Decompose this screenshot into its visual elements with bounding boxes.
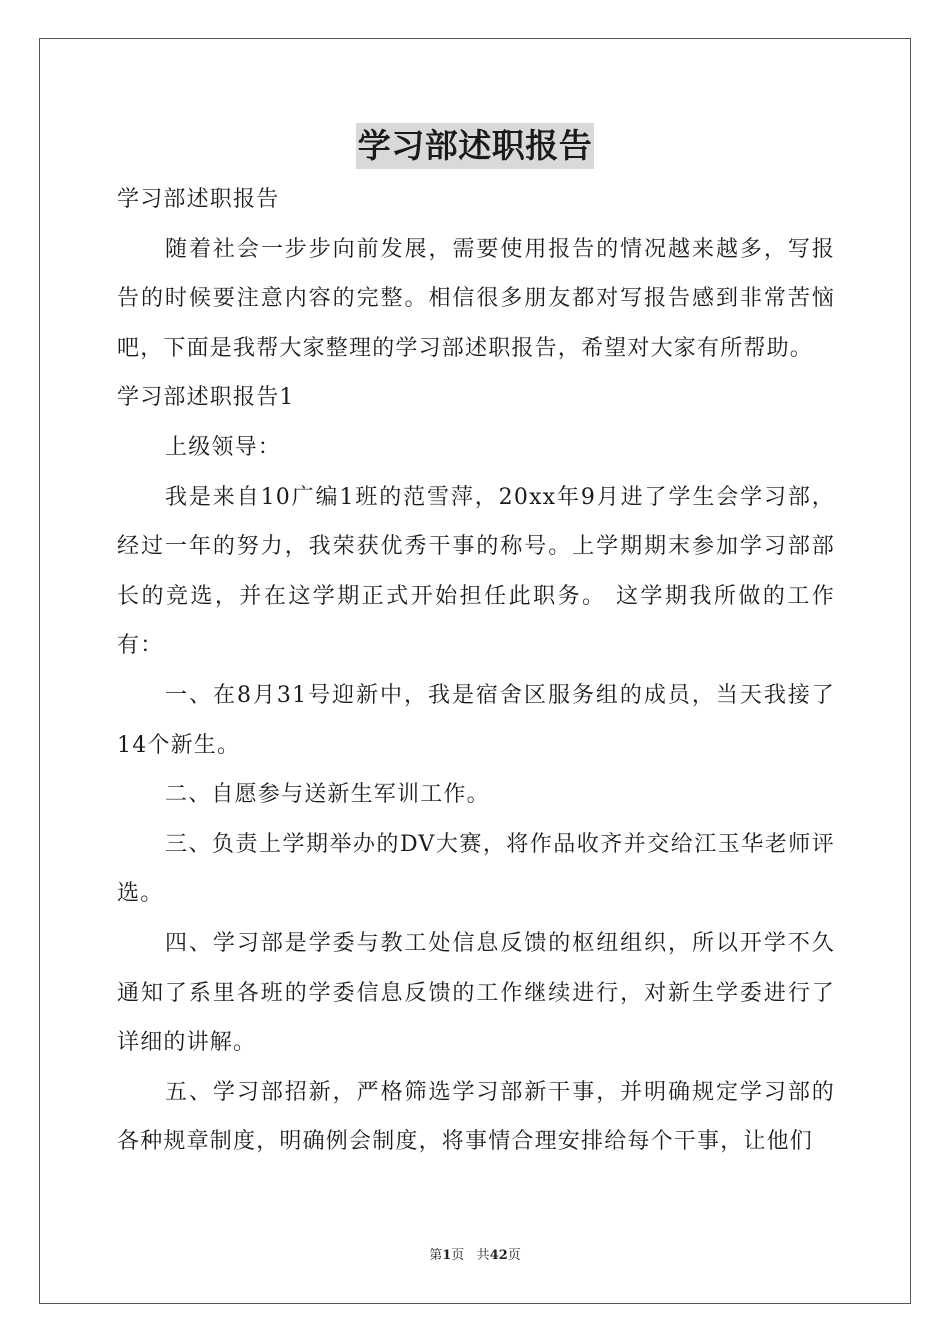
paragraph: 五、学习部招新，严格筛选学习部新干事，并明确规定学习部的各种规章制度，明确例会制度，将事情合理安排给每个干事，让他们 <box>117 1079 835 1155</box>
paragraph: 我是来自10广编1班的范雪萍，20xx年9月进了学生会学习部，经过一年的努力，我荣获优秀干事的称号。上学期期末参加学习部部长的竞选，并在这学期正式开始担任此职务。 这学期我所做的工作有： <box>117 484 835 659</box>
paragraph: 随着社会一步步向前发展，需要使用报告的情况越来越多，写报告的时候要注意内容的完整。相信很多朋友都对写报告感到非常苦恼吧，下面是我帮大家整理的学习部述职报告，希望对大家有所帮助。 <box>117 236 835 361</box>
paragraph: 学习部述职报告1 <box>117 385 295 411</box>
page-footer <box>0 1244 950 1263</box>
paragraph: 四、学习部是学委与教工处信息反馈的枢纽组织，所以开学不久通知了系里各班的学委信息反馈的工作继续进行，对新生学委进行了详细的讲解。 <box>117 930 835 1056</box>
paragraph: 三、负责上学期举办的DV大赛，将作品收齐并交给江玉华老师评选。 <box>117 831 835 907</box>
total-suffix: 页 <box>507 1248 521 1263</box>
total-prefix: 共 <box>476 1248 490 1263</box>
total-pages: 42 <box>489 1248 508 1263</box>
paragraph: 一、在8月31号迎新中，我是宿舍区服务组的成员，当天我接了14个新生。 <box>117 682 835 758</box>
paragraph: 二、自愿参与送新生军训工作。 <box>165 782 490 808</box>
paragraph: 上级领导： <box>165 434 282 460</box>
document-title: 学习部述职报告 <box>356 123 595 169</box>
document-body <box>117 175 835 1167</box>
page-prefix: 第 <box>429 1248 443 1263</box>
title-container <box>0 123 950 169</box>
paragraph: 学习部述职报告 <box>117 187 280 212</box>
page-suffix: 页 <box>451 1248 465 1263</box>
page-number: 1 <box>442 1248 452 1263</box>
